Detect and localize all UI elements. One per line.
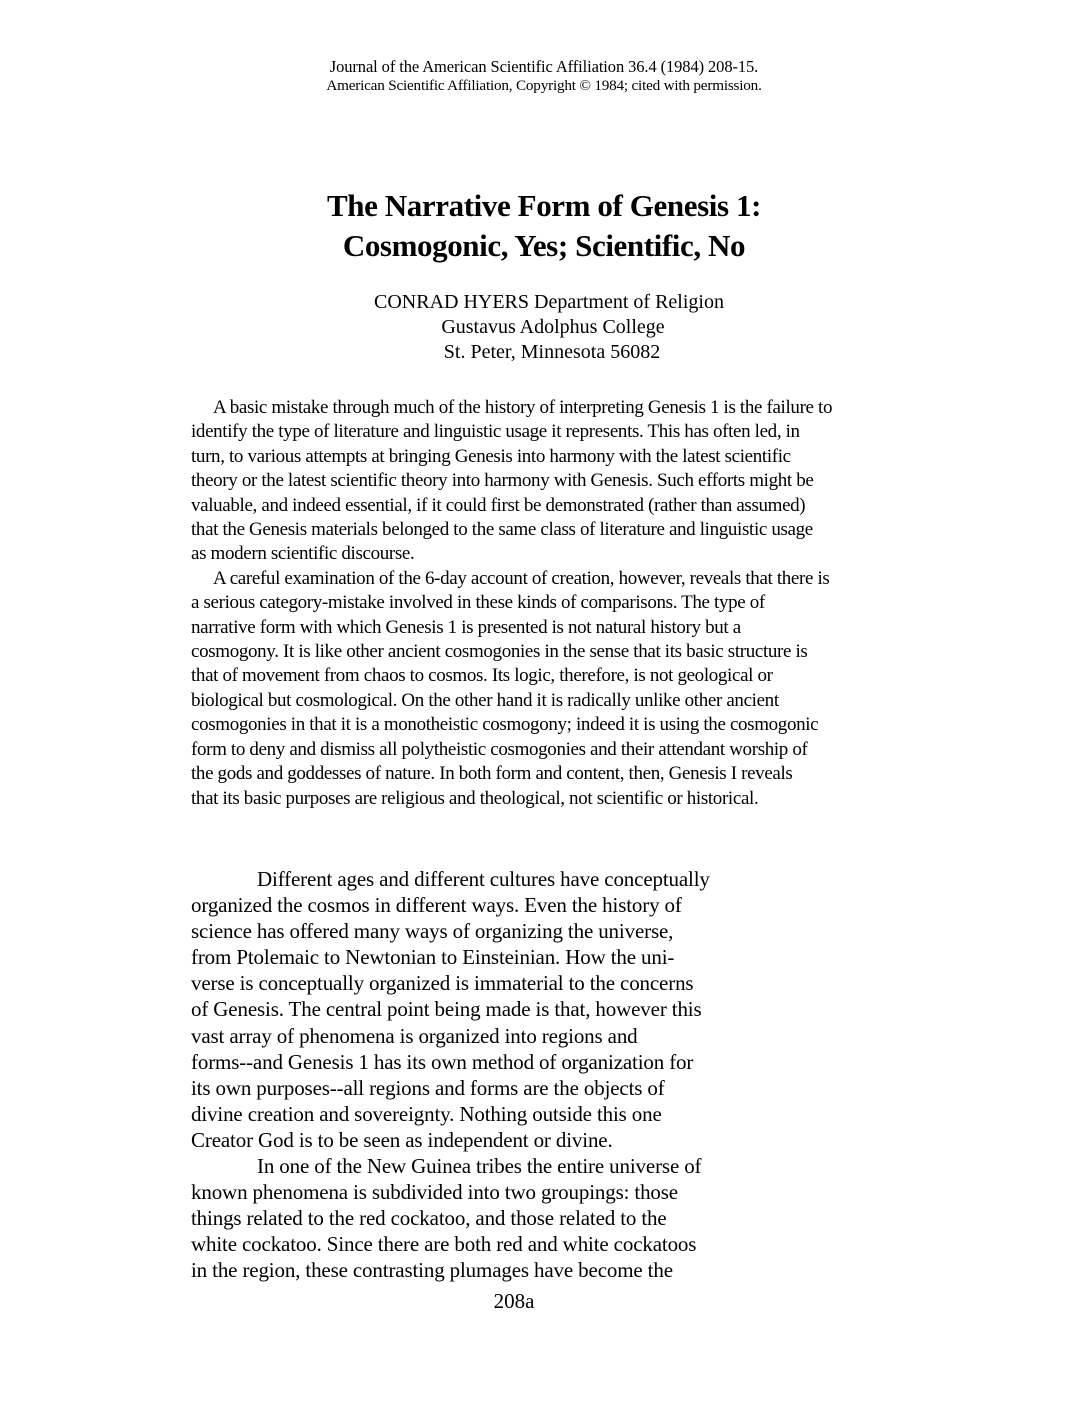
title-line-1: The Narrative Form of Genesis 1:: [326, 188, 761, 223]
text-line: divine creation and sovereignty. Nothing outside this one: [191, 1101, 662, 1126]
text-line: In one of the New Guinea tribes the entire universe of: [257, 1154, 702, 1179]
body-paragraph: [191, 866, 791, 1153]
text-line: that its basic purposes are religious and theological, not scientific or historical.: [191, 787, 759, 809]
text-line: of Genesis. The central point being made is that, however this: [191, 997, 702, 1022]
abstract-paragraph: [191, 396, 971, 567]
text-line: as modern scientific discourse.: [191, 543, 415, 565]
text-line: vast array of phenomena is organized into regions and: [191, 1023, 638, 1048]
text-line: identify the type of literature and linguistic usage it represents. This has often led, in: [191, 421, 800, 443]
text-line: form to deny and dismiss all polytheistic cosmogonies and their attendant worship of: [191, 738, 808, 760]
text-line: cosmogony. It is like other ancient cosmogonies in the sense that its basic structure is: [191, 641, 808, 663]
text-line: turn, to various attempts at bringing Genesis into harmony with the latest scientific: [191, 445, 791, 467]
copyright-line: American Scientific Affiliation, Copyright © 1984; cited with permission.: [326, 77, 762, 94]
text-line: organized the cosmos in different ways. Even the history of: [191, 893, 682, 918]
text-line: in the region, these contrasting plumages have become the: [191, 1258, 673, 1283]
text-line: a serious category-mistake involved in these kinds of comparisons. The type of: [191, 592, 765, 614]
text-line: valuable, and indeed essential, if it could first be demonstrated (rather than assumed): [191, 494, 806, 516]
text-line: that of movement from chaos to cosmos. Its logic, therefore, is not geological or: [191, 665, 773, 687]
text-line: the gods and goddesses of nature. In both form and content, then, Genesis I reveals: [191, 763, 793, 785]
body-text-column: [191, 866, 791, 1284]
author-institution: Gustavus Adolphus College: [441, 316, 665, 338]
text-line: A basic mistake through much of the history of interpreting Genesis 1 is the failure to: [213, 397, 833, 418]
text-line: science has offered many ways of organizing the universe,: [191, 919, 674, 944]
text-line: its own purposes--all regions and forms are the objects of: [191, 1075, 665, 1100]
citation-line-1: Journal of the American Scientific Affiliation 36.4 (1984) 208-15.: [329, 57, 759, 76]
journal-citation: [0, 57, 1088, 95]
text-line: narrative form with which Genesis 1 is presented is not natural history but a: [191, 616, 741, 638]
abstract: [191, 396, 971, 811]
page-number: 208a: [493, 1289, 535, 1313]
text-line: white cockatoo. Since there are both red and white cockatoos: [191, 1232, 697, 1257]
text-line: theory or the latest scientific theory into harmony with Genesis. Such efforts might be: [191, 470, 814, 492]
author-name-department: CONRAD HYERS Department of Religion: [374, 291, 724, 313]
text-line: forms--and Genesis 1 has its own method of organization for: [191, 1049, 694, 1074]
text-line: cosmogonies in that it is a monotheistic cosmogony; indeed it is using the cosmogonic: [191, 714, 819, 736]
text-line: Creator God is to be seen as independent or divine.: [191, 1127, 613, 1152]
text-line: from Ptolemaic to Newtonian to Einsteinian. How the uni-: [191, 945, 675, 970]
body-paragraph: [191, 1153, 791, 1283]
text-line: that the Genesis materials belonged to the same class of literature and linguistic usage: [191, 519, 813, 541]
text-line: A careful examination of the 6-day account of creation, however, reveals that there is: [213, 567, 830, 589]
abstract-paragraph: [191, 567, 971, 811]
title-line-2: Cosmogonic, Yes; Scientific, No: [342, 228, 746, 263]
author-affiliation: [0, 290, 1088, 365]
article-title: [0, 186, 1088, 266]
text-line: verse is conceptually organized is immaterial to the concerns: [191, 971, 694, 996]
author-address: St. Peter, Minnesota 56082: [443, 341, 661, 363]
text-line: things related to the red cockatoo, and those related to the: [191, 1206, 667, 1231]
text-line: biological but cosmological. On the other hand it is radically unlike other ancient: [191, 689, 779, 711]
text-line: known phenomena is subdivided into two groupings: those: [191, 1180, 678, 1205]
text-line: Different ages and different cultures have conceptually: [257, 867, 710, 891]
